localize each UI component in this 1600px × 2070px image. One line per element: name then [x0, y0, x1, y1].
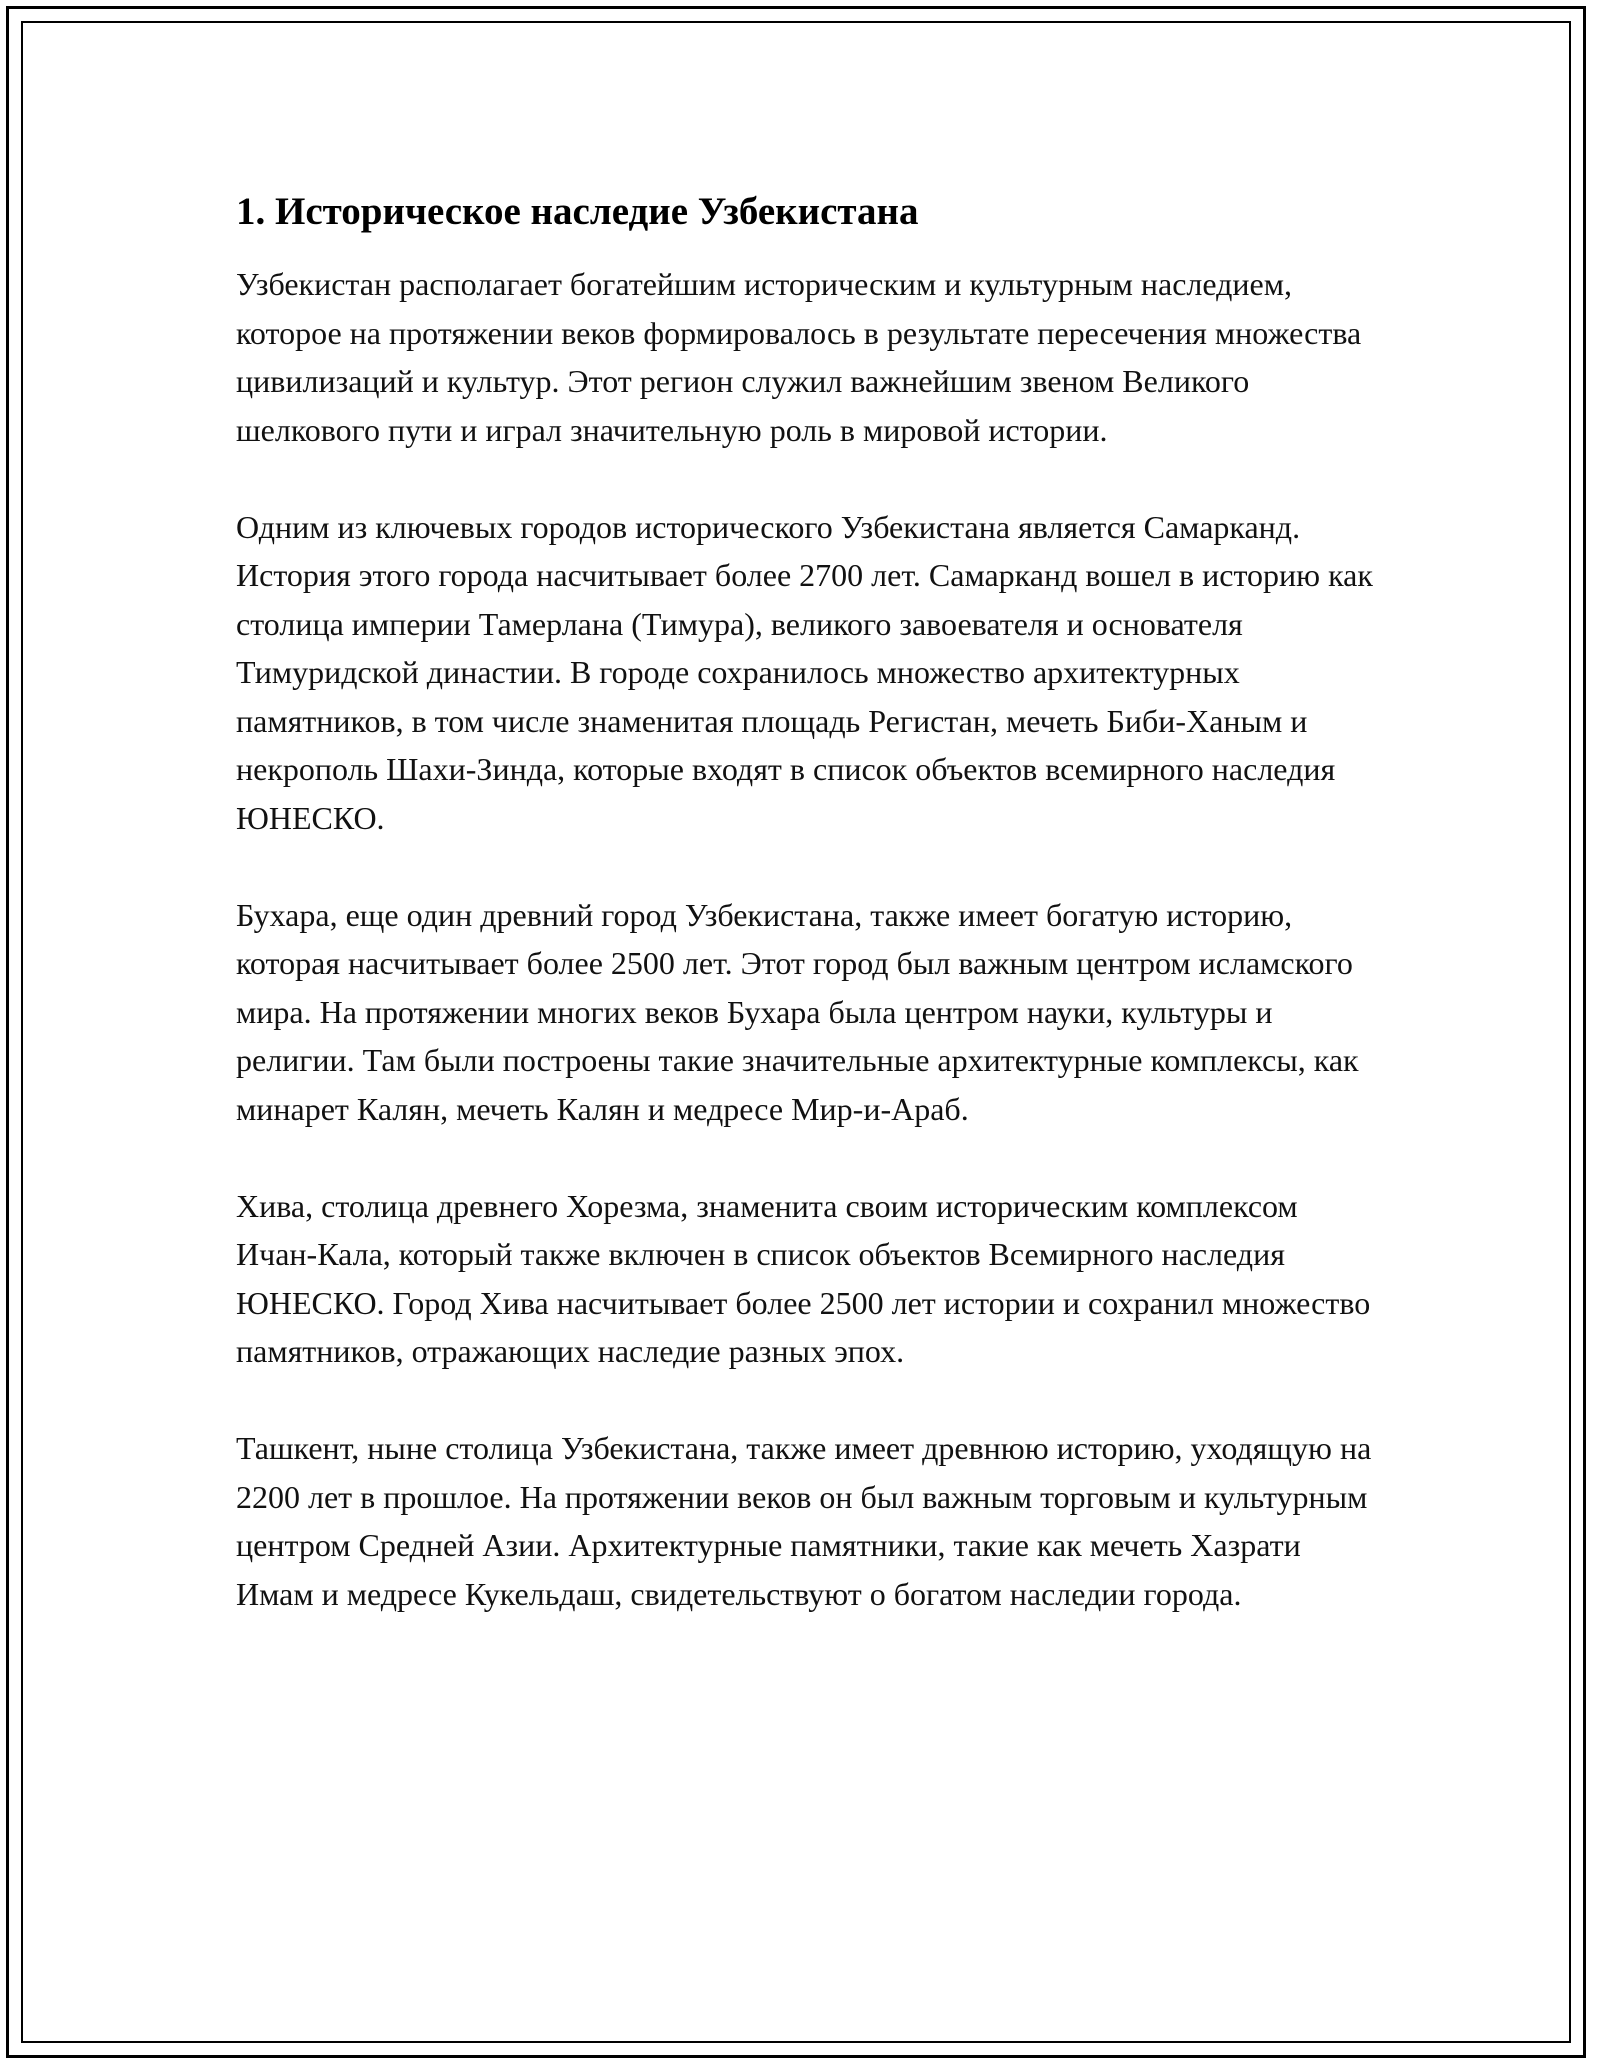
- paragraph-samarkand: Одним из ключевых городов исторического Узбекистана является Самарканд. История этого города насчитывает более 2700 лет. Самарканд вошел в историю как столица империи Тамерлана (Тимура), великого завоевателя и основателя Тимуридской династии. В городе сохранилось множество архитектурных памятников, в том числе знаменитая площадь Регистан, мечеть Биби-Ханым и некрополь Шахи-Зинда, которые входят в список объектов всемирного наследия ЮНЕСКО.: [236, 508, 1373, 836]
- paragraph-intro: Узбекистан располагает богатейшим историческим и культурным наследием, которое на протяжении веков формировалось в результате пересечения множества цивилизаций и культур. Этот регион служил важнейшим звеном Великого шелкового пути и играл значительную роль в мировой истории.: [236, 266, 1362, 448]
- paragraph-bukhara: Бухара, еще один древний город Узбекистана, также имеет богатую историю, которая насчитывает более 2500 лет. Этот город был важным центром исламского мира. На протяжении многих веков Бухара была центром науки, культуры и религии. Там были построены такие значительные архитектурные комплексы, как минарет Калян, мечеть Калян и медресе Мир-и-Араб.: [236, 896, 1359, 1127]
- section-heading: 1. Историческое наследие Узбекистана: [236, 190, 919, 233]
- paragraph-tashkent: Ташкент, ныне столица Узбекистана, также имеет древнюю историю, уходящую на 2200 лет в прошлое. На протяжении веков он был важным торговым и культурным центром Средней Азии. Архитектурные памятники, такие как мечеть Хазрати Имам и медресе Кукельдаш, свидетельствуют о богатом наследии города.: [236, 1430, 1372, 1612]
- paragraph-khiva: Хива, столица древнего Хорезма, знаменита своим историческим комплексом Ичан-Кала, который также включен в список объектов Всемирного наследия ЮНЕСКО. Город Хива насчитывает более 2500 лет истории и сохранил множество памятников, отражающих наследие разных эпох.: [236, 1187, 1371, 1369]
- document-body: [236, 188, 1376, 1618]
